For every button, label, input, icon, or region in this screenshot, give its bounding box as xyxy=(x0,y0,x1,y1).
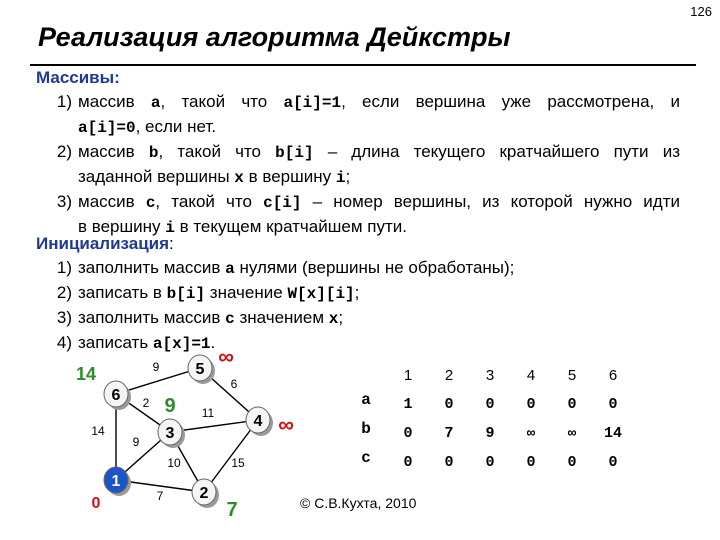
node-label-1: 1 xyxy=(111,473,121,490)
code-term: a[i]=0 xyxy=(78,119,136,137)
item-number xyxy=(40,165,78,190)
node-label-5: 5 xyxy=(195,361,205,378)
code-term: b[i] xyxy=(166,285,206,303)
edge-weight-1-3: 9 xyxy=(132,435,140,449)
table-row-label-b: b xyxy=(361,420,371,438)
item-text xyxy=(78,190,680,215)
node-label-2: 2 xyxy=(199,485,209,502)
table-cell-a-6: 0 xyxy=(608,396,618,413)
item-number: 1) xyxy=(56,258,72,277)
code-term: c[i] xyxy=(263,194,302,212)
table-cell-c-6: 0 xyxy=(608,454,618,471)
node-distance-6: 14 xyxy=(75,364,97,384)
text-segment: нулями (вершины не обработаны); xyxy=(234,258,515,277)
item-text xyxy=(78,115,680,140)
item-text xyxy=(78,256,680,281)
table-cell-c-5: 0 xyxy=(567,454,577,471)
table-cell-a-2: 0 xyxy=(444,396,454,413)
text-segment: массив xyxy=(78,192,146,211)
arrays-item-1-line2 xyxy=(40,115,680,140)
init-item-3-line1 xyxy=(40,306,680,331)
node-distance-1: 0 xyxy=(91,495,101,512)
edge-weight-4-5: 6 xyxy=(230,377,238,391)
arrays-item-2-line2 xyxy=(40,165,680,190)
code-term: a xyxy=(150,94,161,112)
init-item-2-line1 xyxy=(40,281,680,306)
slide-title: Реализация алгоритма Дейкстры xyxy=(38,22,511,52)
graph-diagram xyxy=(0,340,340,540)
table-header-2: 2 xyxy=(444,367,454,384)
item-number xyxy=(40,115,78,140)
table-header-5: 5 xyxy=(567,367,577,384)
state-table xyxy=(346,360,646,480)
table-cell-b-2: 7 xyxy=(444,425,454,442)
code-term: i xyxy=(165,219,175,237)
code-term: c xyxy=(145,194,156,212)
text-segment: массив xyxy=(78,142,149,161)
code-term: W[x][i] xyxy=(287,285,355,303)
text-segment: ; xyxy=(354,283,360,302)
text-segment: ; xyxy=(338,308,344,327)
arrays-item-2-line1 xyxy=(40,140,680,165)
table-header-6: 6 xyxy=(608,367,618,384)
table-row-label-a: a xyxy=(361,391,371,409)
page-number: 126 xyxy=(690,4,712,19)
table-cell-a-3: 0 xyxy=(485,396,495,413)
text-segment: , такой что xyxy=(155,192,264,211)
arrays-item-3-line1 xyxy=(40,190,680,215)
node-distance-4: ∞ xyxy=(278,412,294,437)
table-cell-b-4: ∞ xyxy=(526,426,536,442)
node-label-4: 4 xyxy=(253,413,263,430)
table-cell-b-3: 9 xyxy=(485,425,495,442)
init-heading xyxy=(36,234,174,254)
code-term: b xyxy=(148,144,159,162)
init-heading-text: Инициализация xyxy=(36,234,170,253)
text-segment: , если вершина уже рассмотрена, и xyxy=(341,92,680,111)
code-term: x xyxy=(234,169,244,187)
text-segment: , такой что xyxy=(158,142,276,161)
table-cell-c-3: 0 xyxy=(485,454,495,471)
table-cell-b-5: ∞ xyxy=(567,426,577,442)
code-term: a[i]=1 xyxy=(283,94,342,112)
table-cell-c-4: 0 xyxy=(526,454,536,471)
item-text xyxy=(78,306,680,331)
node-distance-5: ∞ xyxy=(218,344,234,369)
table-header-3: 3 xyxy=(485,367,495,384)
item-number: 3) xyxy=(56,308,72,327)
node-label-3: 3 xyxy=(165,425,175,442)
code-term: x xyxy=(328,310,339,328)
text-segment: в вершину xyxy=(243,167,336,186)
item-number: 4) xyxy=(56,333,72,352)
init-item-1-line1 xyxy=(40,256,680,281)
edge-weight-1-2: 7 xyxy=(156,489,164,503)
item-number: 3) xyxy=(56,192,72,211)
code-term: i xyxy=(335,169,346,187)
text-segment: в текущем кратчайшем пути. xyxy=(174,217,407,236)
text-segment: , если нет. xyxy=(135,117,217,136)
table-cell-b-1: 0 xyxy=(403,425,413,442)
code-term: a xyxy=(225,260,235,278)
text-segment: массив xyxy=(78,92,151,111)
code-term: b[i] xyxy=(275,144,314,162)
table-cell-a-5: 0 xyxy=(567,396,577,413)
item-number: 2) xyxy=(56,142,72,161)
item-text xyxy=(78,90,680,115)
table-cell-a-4: 0 xyxy=(526,396,536,413)
text-segment: . xyxy=(210,333,216,352)
table-cell-a-1: 1 xyxy=(403,396,413,413)
text-segment: заполнить массив xyxy=(78,308,226,327)
table-cell-c-2: 0 xyxy=(444,454,454,471)
table-header-4: 4 xyxy=(526,367,536,384)
node-distance-2: 7 xyxy=(226,499,238,521)
text-segment: заданной вершины xyxy=(78,167,235,186)
edge-weight-3-4: 11 xyxy=(201,406,215,420)
node-distance-3: 9 xyxy=(164,395,176,417)
edge-weight-5-6: 9 xyxy=(152,360,160,374)
edge-weight-1-6: 14 xyxy=(91,424,105,438)
item-number: 2) xyxy=(56,283,72,302)
edge-weight-3-6: 2 xyxy=(142,396,150,410)
title-divider xyxy=(30,64,696,66)
table-header-1: 1 xyxy=(403,367,413,384)
edge-weight-2-3: 10 xyxy=(167,456,181,470)
table-cell-c-1: 0 xyxy=(403,454,413,471)
item-text xyxy=(78,165,680,190)
item-text xyxy=(78,281,680,306)
arrays-list xyxy=(40,90,680,240)
item-number: 1) xyxy=(56,92,72,111)
text-segment: – номер вершины, из которой нужно идти xyxy=(301,192,680,211)
text-segment: заполнить массив xyxy=(78,258,226,277)
text-segment: значение xyxy=(205,283,288,302)
node-label-6: 6 xyxy=(111,387,121,404)
text-segment: в вершину xyxy=(78,217,166,236)
table-cell-b-6: 14 xyxy=(603,425,623,442)
text-segment: значением xyxy=(234,308,329,327)
text-segment: ; xyxy=(345,167,351,186)
text-segment: , такой что xyxy=(160,92,284,111)
table-row-label-c: c xyxy=(361,449,371,467)
init-heading-colon: : xyxy=(169,234,174,253)
code-term: c xyxy=(225,310,235,328)
text-segment: записать в xyxy=(78,283,167,302)
copyright-credit: © С.В.Кухта, 2010 xyxy=(300,495,417,511)
text-segment: – длина текущего кратчайшего пути из xyxy=(313,142,680,161)
text-segment: записать xyxy=(78,333,153,352)
arrays-heading: Массивы: xyxy=(36,68,120,87)
edge-weight-2-4: 15 xyxy=(231,456,245,470)
code-term: a[x]=1 xyxy=(152,335,211,353)
arrays-item-1-line1 xyxy=(40,90,680,115)
item-text xyxy=(78,140,680,165)
